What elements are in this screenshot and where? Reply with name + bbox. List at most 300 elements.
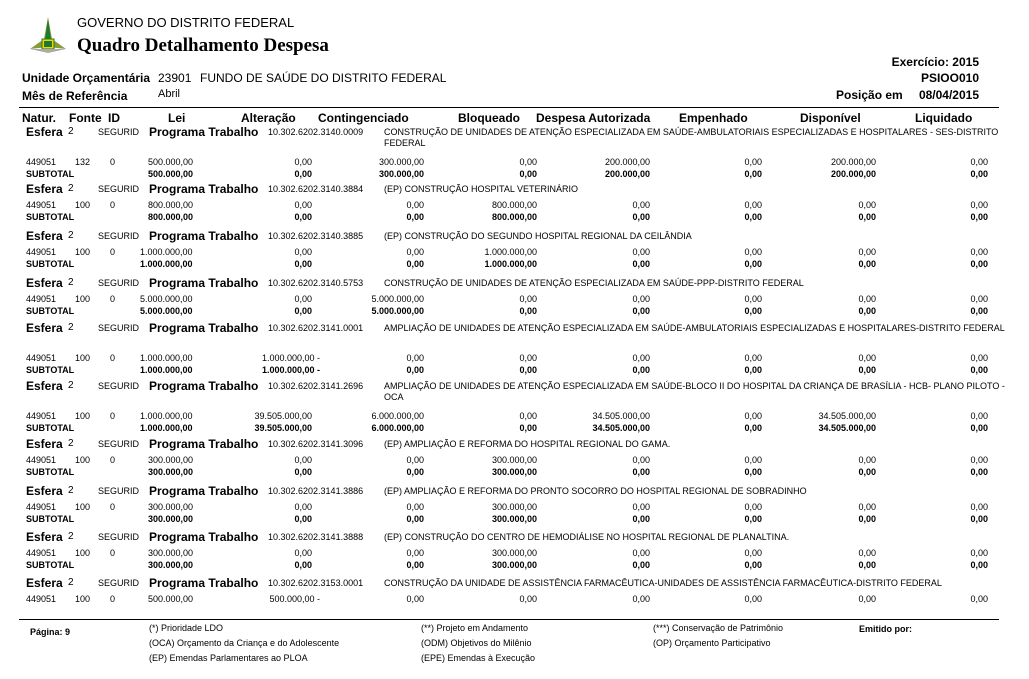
- lei-cell: 500.000,00: [148, 594, 194, 604]
- autorizada-cell: 0,00: [632, 259, 650, 269]
- programa-code: 10.302.6202.3141.0001: [268, 323, 364, 333]
- subtotal-label: SUBTOTAL: [26, 306, 75, 316]
- contingenciado-cell: 5.000.000,00: [371, 294, 424, 304]
- bloqueado-cell: 300.000,00: [491, 467, 537, 477]
- bloqueado-cell: 0,00: [519, 157, 537, 167]
- alteracao-cell: 0,00: [294, 259, 312, 269]
- id-cell: 0: [110, 548, 116, 558]
- autorizada-cell: 34.505.000,00: [592, 423, 650, 433]
- id-cell: 0: [110, 247, 116, 257]
- col-natur: Natur.: [22, 111, 57, 125]
- bloqueado-cell: 0,00: [519, 294, 537, 304]
- alteracao-cell: 0,00: [294, 502, 312, 512]
- empenhado-cell: 0,00: [744, 560, 762, 570]
- alteracao-cell: 0,00: [294, 455, 312, 465]
- col-alteracao: Alteração: [241, 111, 296, 125]
- legend-item: (**) Projeto em Andamento: [421, 623, 529, 633]
- programa-description: CONSTRUÇÃO DA UNIDADE DE ASSISTÊNCIA FARMACÊUTICA-UNIDADES DE ASSISTÊNCIA FARMACÊUTICA-DISTRITO FEDERAL: [384, 578, 942, 588]
- liquidado-cell: 0,00: [970, 502, 988, 512]
- autorizada-cell: 200.000,00: [604, 157, 650, 167]
- autorizada-cell: 0,00: [632, 548, 650, 558]
- legend-item: (ODM) Objetivos do Milênio: [421, 638, 532, 648]
- empenhado-cell: 0,00: [744, 502, 762, 512]
- disponivel-cell: 34.505.000,00: [818, 423, 876, 433]
- table-row: [0, 247, 1029, 259]
- autorizada-cell: 0,00: [632, 294, 650, 304]
- natur-cell: 449051: [26, 353, 57, 363]
- disponivel-cell: 0,00: [858, 455, 876, 465]
- empenhado-cell: 0,00: [744, 455, 762, 465]
- col-fonte: Fonte: [69, 111, 102, 125]
- programa-label: Programa Trabalho: [149, 530, 259, 544]
- bloqueado-cell: 0,00: [519, 169, 537, 179]
- table-row: [0, 548, 1029, 560]
- alteracao-cell: 39.505.000,00: [254, 423, 312, 433]
- empenhado-cell: 0,00: [744, 157, 762, 167]
- legend-item: (***) Conservação de Patrimônio: [653, 623, 784, 633]
- disponivel-cell: 0,00: [858, 259, 876, 269]
- autorizada-cell: 0,00: [632, 560, 650, 570]
- lei-cell: 300.000,00: [148, 502, 194, 512]
- alteracao-cell: 0,00: [294, 157, 312, 167]
- empenhado-cell: 0,00: [744, 353, 762, 363]
- liquidado-cell: 0,00: [970, 560, 988, 570]
- natur-cell: 449051: [26, 548, 57, 558]
- programa-label: Programa Trabalho: [149, 484, 259, 498]
- programa-code: 10.302.6202.3140.3884: [268, 184, 364, 194]
- lei-cell: 300.000,00: [148, 560, 194, 570]
- alteracao-cell: 1.000.000,00 -: [261, 353, 320, 363]
- bloqueado-cell: 0,00: [519, 306, 537, 316]
- bloqueado-cell: 0,00: [519, 365, 537, 375]
- liquidado-cell: 0,00: [970, 157, 988, 167]
- bloqueado-cell: 1.000.000,00: [484, 247, 537, 257]
- esfera-value: 2: [68, 322, 74, 333]
- subtotal-row: [0, 365, 1029, 377]
- bloqueado-cell: 1.000.000,00: [484, 259, 537, 269]
- contingenciado-cell: 0,00: [406, 212, 424, 222]
- subtotal-row: [0, 423, 1029, 435]
- programa-code: 10.302.6202.3140.0009: [268, 127, 364, 137]
- emitido-por: Emitido por:: [859, 624, 912, 634]
- empenhado-cell: 0,00: [744, 200, 762, 210]
- segment: SEGURID: [98, 184, 140, 194]
- legend-item: (OP) Orçamento Participativo: [653, 638, 771, 648]
- contingenciado-cell: 0,00: [406, 200, 424, 210]
- contingenciado-cell: 0,00: [406, 594, 424, 604]
- fonte-cell: 100: [75, 594, 91, 604]
- unidade-name: FUNDO DE SAÚDE DO DISTRITO FEDERAL: [200, 71, 447, 85]
- empenhado-cell: 0,00: [744, 306, 762, 316]
- alteracao-cell: 0,00: [294, 294, 312, 304]
- natur-cell: 449051: [26, 455, 57, 465]
- disponivel-cell: 0,00: [858, 200, 876, 210]
- liquidado-cell: 0,00: [970, 455, 988, 465]
- autorizada-cell: 0,00: [632, 365, 650, 375]
- liquidado-cell: 0,00: [970, 259, 988, 269]
- table-row: [0, 455, 1029, 467]
- liquidado-cell: 0,00: [970, 247, 988, 257]
- fonte-cell: 100: [75, 200, 91, 210]
- disponivel-cell: 0,00: [858, 560, 876, 570]
- programa-label: Programa Trabalho: [149, 379, 259, 393]
- alteracao-cell: 0,00: [294, 548, 312, 558]
- id-cell: 0: [110, 294, 116, 304]
- contingenciado-cell: 0,00: [406, 560, 424, 570]
- id-cell: 0: [110, 157, 116, 167]
- natur-cell: 449051: [26, 594, 57, 604]
- empenhado-cell: 0,00: [744, 548, 762, 558]
- lei-cell: 500.000,00: [148, 169, 194, 179]
- liquidado-cell: 0,00: [970, 548, 988, 558]
- natur-cell: 449051: [26, 502, 57, 512]
- segment: SEGURID: [98, 486, 140, 496]
- contingenciado-cell: 5.000.000,00: [371, 306, 424, 316]
- programa-description: (EP) CONSTRUÇÃO DO SEGUNDO HOSPITAL REGIONAL DA CEILÂNDIA: [384, 231, 692, 241]
- disponivel-cell: 0,00: [858, 548, 876, 558]
- subtotal-label: SUBTOTAL: [26, 169, 75, 179]
- col-id: ID: [108, 111, 120, 125]
- posicao-date: 08/04/2015: [918, 88, 979, 102]
- disponivel-cell: 200.000,00: [830, 157, 876, 167]
- programa-label: Programa Trabalho: [149, 437, 259, 451]
- subtotal-row: [0, 560, 1029, 572]
- esfera-label: Esfera: [26, 321, 63, 335]
- lei-cell: 300.000,00: [148, 455, 194, 465]
- autorizada-cell: 0,00: [632, 200, 650, 210]
- table-row: [0, 200, 1029, 212]
- liquidado-cell: 0,00: [970, 294, 988, 304]
- programa-label: Programa Trabalho: [149, 576, 259, 590]
- disponivel-cell: 0,00: [858, 467, 876, 477]
- subtotal-label: SUBTOTAL: [26, 259, 75, 269]
- disponivel-cell: 200.000,00: [830, 169, 876, 179]
- page-number: Página: 9: [30, 627, 71, 637]
- contingenciado-cell: 0,00: [406, 247, 424, 257]
- programa-label: Programa Trabalho: [149, 125, 259, 139]
- legend-item: (*) Prioridade LDO: [149, 623, 224, 633]
- id-cell: 0: [110, 353, 116, 363]
- autorizada-cell: 0,00: [632, 467, 650, 477]
- contingenciado-cell: 0,00: [406, 259, 424, 269]
- lei-cell: 5.000.000,00: [140, 294, 193, 304]
- lei-cell: 1.000.000,00: [140, 353, 193, 363]
- alteracao-cell: 0,00: [294, 212, 312, 222]
- liquidado-cell: 0,00: [970, 200, 988, 210]
- liquidado-cell: 0,00: [970, 169, 988, 179]
- esfera-label: Esfera: [26, 182, 63, 196]
- natur-cell: 449051: [26, 294, 57, 304]
- programa-description: (EP) CONSTRUÇÃO HOSPITAL VETERINÁRIO: [384, 184, 579, 194]
- contingenciado-cell: 0,00: [406, 353, 424, 363]
- esfera-value: 2: [68, 230, 74, 241]
- fonte-cell: 132: [75, 157, 91, 167]
- subtotal-row: [0, 212, 1029, 224]
- segment: SEGURID: [98, 278, 140, 288]
- disponivel-cell: 34.505.000,00: [818, 411, 876, 421]
- disponivel-cell: 0,00: [858, 306, 876, 316]
- segment: SEGURID: [98, 231, 140, 241]
- disponivel-cell: 0,00: [858, 514, 876, 524]
- contingenciado-cell: 0,00: [406, 365, 424, 375]
- programa-label: Programa Trabalho: [149, 229, 259, 243]
- mes-label: Mês de Referência: [22, 89, 128, 103]
- natur-cell: 449051: [26, 200, 57, 210]
- disponivel-cell: 0,00: [858, 365, 876, 375]
- bloqueado-cell: 0,00: [519, 423, 537, 433]
- segment: SEGURID: [98, 323, 140, 333]
- id-cell: 0: [110, 411, 116, 421]
- report-title: Quadro Detalhamento Despesa: [77, 35, 329, 56]
- autorizada-cell: 0,00: [632, 594, 650, 604]
- bloqueado-cell: 300.000,00: [491, 502, 537, 512]
- esfera-label: Esfera: [26, 576, 63, 590]
- programa-description: AMPLIAÇÃO DE UNIDADES DE ATENÇÃO ESPECIALIZADA EM SAÚDE-AMBULATORIAIS ESPECIALIZADAS E HOSPITALARES-DISTRITO FEDERAL: [384, 323, 1005, 333]
- lei-cell: 1.000.000,00: [140, 247, 193, 257]
- lei-cell: 500.000,00: [148, 157, 194, 167]
- natur-cell: 449051: [26, 157, 57, 167]
- programa-code: 10.302.6202.3141.3886: [268, 486, 364, 496]
- contingenciado-cell: 0,00: [406, 467, 424, 477]
- government-name: GOVERNO DO DISTRITO FEDERAL: [77, 15, 295, 30]
- footer-divider: [19, 619, 999, 620]
- posicao-label: Posição em: [836, 88, 903, 102]
- disponivel-cell: 0,00: [858, 502, 876, 512]
- header-divider: [19, 107, 999, 108]
- autorizada-cell: 0,00: [632, 353, 650, 363]
- col-lei: Lei: [168, 111, 186, 125]
- id-cell: 0: [110, 502, 116, 512]
- programa-description: (EP) AMPLIAÇÃO E REFORMA DO HOSPITAL REGIONAL DO GAMA.: [384, 439, 671, 449]
- segment: SEGURID: [98, 127, 140, 137]
- contingenciado-cell: 0,00: [406, 455, 424, 465]
- programa-code: 10.302.6202.3153.0001: [268, 578, 364, 588]
- disponivel-cell: 0,00: [858, 212, 876, 222]
- programa-label: Programa Trabalho: [149, 182, 259, 196]
- lei-cell: 800.000,00: [148, 212, 194, 222]
- unidade-code: 23901: [158, 71, 192, 85]
- esfera-label: Esfera: [26, 276, 63, 290]
- esfera-value: 2: [68, 485, 74, 496]
- bloqueado-cell: 0,00: [519, 353, 537, 363]
- lei-cell: 300.000,00: [148, 548, 194, 558]
- lei-cell: 300.000,00: [148, 467, 194, 477]
- subtotal-row: [0, 467, 1029, 479]
- autorizada-cell: 0,00: [632, 502, 650, 512]
- id-cell: 0: [110, 200, 116, 210]
- bloqueado-cell: 0,00: [519, 594, 537, 604]
- id-cell: 0: [110, 455, 116, 465]
- fonte-cell: 100: [75, 455, 91, 465]
- bloqueado-cell: 0,00: [519, 411, 537, 421]
- subtotal-label: SUBTOTAL: [26, 560, 75, 570]
- table-row: [0, 157, 1029, 169]
- natur-cell: 449051: [26, 247, 57, 257]
- col-empenhado: Empenhado: [679, 111, 748, 125]
- alteracao-cell: 0,00: [294, 169, 312, 179]
- liquidado-cell: 0,00: [970, 353, 988, 363]
- liquidado-cell: 0,00: [970, 594, 988, 604]
- unidade-label: Unidade Orçamentária: [22, 71, 151, 85]
- col-contingenciado: Contingenciado: [318, 111, 409, 125]
- table-row: [0, 502, 1029, 514]
- subtotal-row: [0, 169, 1029, 181]
- lei-cell: 1.000.000,00: [140, 365, 193, 375]
- empenhado-cell: 0,00: [744, 212, 762, 222]
- segment: SEGURID: [98, 578, 140, 588]
- bloqueado-cell: 800.000,00: [491, 212, 537, 222]
- subtotal-label: SUBTOTAL: [26, 467, 75, 477]
- alteracao-cell: 0,00: [294, 560, 312, 570]
- contingenciado-cell: 6.000.000,00: [371, 411, 424, 421]
- legend-item: (OCA) Orçamento da Criança e do Adolescente: [149, 638, 340, 648]
- contingenciado-cell: 0,00: [406, 548, 424, 558]
- empenhado-cell: 0,00: [744, 294, 762, 304]
- contingenciado-cell: 300.000,00: [378, 157, 424, 167]
- col-despesa-autorizada: Despesa Autorizada: [536, 111, 651, 125]
- col-bloqueado: Bloqueado: [458, 111, 520, 125]
- report-code: PSIOO010: [920, 71, 979, 85]
- mes-value: Abril: [158, 88, 181, 100]
- bloqueado-cell: 300.000,00: [491, 455, 537, 465]
- esfera-label: Esfera: [26, 530, 63, 544]
- bloqueado-cell: 300.000,00: [491, 560, 537, 570]
- alteracao-cell: 0,00: [294, 306, 312, 316]
- empenhado-cell: 0,00: [744, 514, 762, 524]
- alteracao-cell: 0,00: [294, 200, 312, 210]
- disponivel-cell: 0,00: [858, 247, 876, 257]
- esfera-value: 2: [68, 380, 74, 391]
- esfera-value: 2: [68, 577, 74, 588]
- programa-description: AMPLIAÇÃO DE UNIDADES DE ATENÇÃO ESPECIALIZADA EM SAÚDE-BLOCO II DO HOSPITAL DA CRIANÇA DE BRASÍLIA - HCB- PLANO PILOTO - OCA: [384, 381, 1005, 402]
- empenhado-cell: 0,00: [744, 259, 762, 269]
- alteracao-cell: 39.505.000,00: [254, 411, 312, 421]
- programa-code: 10.302.6202.3141.2696: [268, 381, 364, 391]
- disponivel-cell: 0,00: [858, 294, 876, 304]
- contingenciado-cell: 6.000.000,00: [371, 423, 424, 433]
- table-row: [0, 294, 1029, 306]
- esfera-value: 2: [68, 438, 74, 449]
- alteracao-cell: 0,00: [294, 247, 312, 257]
- fonte-cell: 100: [75, 247, 91, 257]
- esfera-label: Esfera: [26, 379, 63, 393]
- segment: SEGURID: [98, 381, 140, 391]
- liquidado-cell: 0,00: [970, 514, 988, 524]
- fonte-cell: 100: [75, 353, 91, 363]
- autorizada-cell: 0,00: [632, 306, 650, 316]
- esfera-value: 2: [68, 183, 74, 194]
- contingenciado-cell: 0,00: [406, 502, 424, 512]
- fonte-cell: 100: [75, 548, 91, 558]
- contingenciado-cell: 300.000,00: [378, 169, 424, 179]
- empenhado-cell: 0,00: [744, 247, 762, 257]
- empenhado-cell: 0,00: [744, 423, 762, 433]
- fonte-cell: 100: [75, 411, 91, 421]
- fonte-cell: 100: [75, 294, 91, 304]
- gdf-brasao-icon: [28, 17, 68, 59]
- autorizada-cell: 34.505.000,00: [592, 411, 650, 421]
- natur-cell: 449051: [26, 411, 57, 421]
- empenhado-cell: 0,00: [744, 594, 762, 604]
- esfera-label: Esfera: [26, 437, 63, 451]
- id-cell: 0: [110, 594, 116, 604]
- alteracao-cell: 500.000,00 -: [269, 594, 320, 604]
- autorizada-cell: 0,00: [632, 212, 650, 222]
- bloqueado-cell: 300.000,00: [491, 514, 537, 524]
- programa-label: Programa Trabalho: [149, 276, 259, 290]
- programa-description: (EP) CONSTRUÇÃO DO CENTRO DE HEMODIÁLISE NO HOSPITAL REGIONAL DE PLANALTINA.: [384, 532, 790, 542]
- liquidado-cell: 0,00: [970, 365, 988, 375]
- programa-code: 10.302.6202.3141.3096: [268, 439, 364, 449]
- subtotal-row: [0, 514, 1029, 526]
- alteracao-cell: 0,00: [294, 467, 312, 477]
- programa-description: CONSTRUÇÃO DE UNIDADES DE ATENÇÃO ESPECIALIZADA EM SAÚDE-AMBULATORIAIS ESPECIALIZADAS E HOSPITALARES - SES-DISTRITO FEDERAL: [384, 127, 999, 148]
- bloqueado-cell: 800.000,00: [491, 200, 537, 210]
- contingenciado-cell: 0,00: [406, 514, 424, 524]
- lei-cell: 1.000.000,00: [140, 423, 193, 433]
- autorizada-cell: 0,00: [632, 455, 650, 465]
- programa-label: Programa Trabalho: [149, 321, 259, 335]
- subtotal-label: SUBTOTAL: [26, 423, 75, 433]
- liquidado-cell: 0,00: [970, 423, 988, 433]
- programa-code: 10.302.6202.3140.5753: [268, 278, 364, 288]
- bloqueado-cell: 300.000,00: [491, 548, 537, 558]
- subtotal-label: SUBTOTAL: [26, 365, 75, 375]
- subtotal-row: [0, 259, 1029, 271]
- programa-code: 10.302.6202.3141.3888: [268, 532, 364, 542]
- legend-item: (EPE) Emendas à Execução: [421, 653, 536, 663]
- programa-code: 10.302.6202.3140.3885: [268, 231, 364, 241]
- liquidado-cell: 0,00: [970, 467, 988, 477]
- alteracao-cell: 0,00: [294, 514, 312, 524]
- liquidado-cell: 0,00: [970, 212, 988, 222]
- autorizada-cell: 0,00: [632, 514, 650, 524]
- alteracao-cell: 1.000.000,00 -: [261, 365, 320, 375]
- esfera-label: Esfera: [26, 125, 63, 139]
- empenhado-cell: 0,00: [744, 365, 762, 375]
- programa-description: (EP) AMPLIAÇÃO E REFORMA DO PRONTO SOCORRO DO HOSPITAL REGIONAL DE SOBRADINHO: [384, 486, 807, 496]
- empenhado-cell: 0,00: [744, 169, 762, 179]
- lei-cell: 1.000.000,00: [140, 411, 193, 421]
- legend-item: (EP) Emendas Parlamentares ao PLOA: [149, 653, 308, 663]
- exercicio: Exercício: 2015: [891, 55, 979, 69]
- subtotal-row: [0, 306, 1029, 318]
- autorizada-cell: 200.000,00: [604, 169, 650, 179]
- liquidado-cell: 0,00: [970, 411, 988, 421]
- segment: SEGURID: [98, 532, 140, 542]
- lei-cell: 300.000,00: [148, 514, 194, 524]
- col-disponivel: Disponível: [800, 111, 861, 125]
- esfera-value: 2: [68, 531, 74, 542]
- empenhado-cell: 0,00: [744, 467, 762, 477]
- lei-cell: 800.000,00: [148, 200, 194, 210]
- esfera-value: 2: [68, 277, 74, 288]
- table-row: [0, 594, 1029, 606]
- esfera-label: Esfera: [26, 484, 63, 498]
- esfera-label: Esfera: [26, 229, 63, 243]
- col-liquidado: Liquidado: [915, 111, 973, 125]
- table-row: [0, 411, 1029, 423]
- disponivel-cell: 0,00: [858, 594, 876, 604]
- table-row: [0, 353, 1029, 365]
- segment: SEGURID: [98, 439, 140, 449]
- subtotal-label: SUBTOTAL: [26, 212, 75, 222]
- liquidado-cell: 0,00: [970, 306, 988, 316]
- empenhado-cell: 0,00: [744, 411, 762, 421]
- esfera-value: 2: [68, 126, 74, 137]
- subtotal-label: SUBTOTAL: [26, 514, 75, 524]
- lei-cell: 5.000.000,00: [140, 306, 193, 316]
